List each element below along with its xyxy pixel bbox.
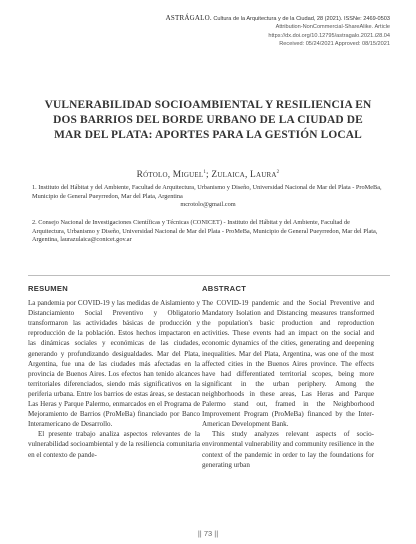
article-title: VULNERABILIDAD SOCIOAMBIENTAL Y RESILIENCIA EN DOS BARRIOS DEL BORDE URBANO DE LA CIUDAD DE MAR DEL PLATA: APORTES PARA LA GESTIÓN LOCAL bbox=[44, 99, 372, 142]
author-line bbox=[0, 170, 416, 180]
journal-details: Cultura de la Arquitectura y de la Ciudad, 28 (2021). ISSNe: 2469-0503 bbox=[211, 16, 390, 22]
author-separator: ; bbox=[206, 170, 212, 181]
author-affiliation-mark: 2 bbox=[276, 170, 280, 175]
journal-header bbox=[90, 14, 390, 48]
affiliation-2 bbox=[32, 219, 384, 245]
journal-name: ASTRÁGALO. bbox=[165, 14, 212, 22]
license-line: Attribution-NonCommercial-ShareAlike. Article bbox=[275, 24, 390, 31]
resumen-paragraph: La pandemia por COVID-19 y las medidas de Aislamiento y Distanciamiento Social Preventivo y Obligatorio transformaron las actividades básicas de producción y reproducción de la población. Estos hechos impactaron en las dinámicas sociales y económicas de las ciudades, generando y profundizando desigualdades. Mar del Plata, Argentina, fue una de las ciudades más afectadas en la provincia de Buenos Aires. Los efectos han tenido alcances territoriales diferenciados, siendo más significativos en la periferia urbana. Entre los barrios de estas áreas, se destacan Las Heras y Parque Palermo, enmarcados en el Programa de Mejoramiento de Barrios (ProMeBa) financiado por Banco Interamericano de Desarrollo. bbox=[28, 299, 200, 429]
affiliation-1 bbox=[32, 184, 384, 210]
section-divider bbox=[28, 275, 390, 276]
abstract-heading: ABSTRACT bbox=[202, 284, 247, 293]
doi-link[interactable]: https://dx.doi.org/10.12795/astragalo.2021.i28.04 bbox=[268, 32, 390, 39]
abstract-paragraph: This study analyzes relevant aspects of socio-environmental vulnerability and community resilience in the context of the pandemic in order to lay the foundations for generating urban bbox=[202, 430, 374, 469]
abstract-paragraph: The COVID-19 pandemic and the Social Preventive and Mandatory Isolation and Distancing measures transformed the population's basic production and reproduction activities. These events had an impact on the social and economic dynamics of the cities, generating and deepening inequalities. Mar del Plata, Argentina, was one of the most affected cities in the Buenos Aires province. The effects have had differentiated territorial scopes, being more significant in the urban periphery. Among the neighborhoods in these areas, Las Heras and Parque Palermo stand out, framed in the Neighborhood Improvement Program (ProMeBa) financed by the Inter-American Development Bank. bbox=[202, 299, 374, 429]
author-affiliation-mark: 1 bbox=[203, 170, 207, 175]
author-name: Rótolo, Miguel bbox=[136, 170, 204, 181]
author-name: Zulaica, Laura bbox=[211, 170, 277, 181]
affiliation-text: 1. Instituto del Hábitat y del Ambiente, Facultad de Arquitectura, Urbanismo y Diseño, Universidad Nacional de Mar del Plata - ProMeBa, Municipio de General Pueyrredon, Mar del Plata, Argentina bbox=[32, 184, 382, 200]
abstract-column bbox=[202, 284, 374, 470]
page-number: || 73 || bbox=[197, 529, 219, 538]
author-email[interactable]: mcrotolo@gmail.com bbox=[180, 201, 236, 209]
resumen-paragraph: El presente trabajo analiza aspectos relevantes de la vulnerabilidad socioambiental y de la resiliencia comunitaria en el contexto de pande- bbox=[28, 430, 200, 459]
affiliation-text: 2. Consejo Nacional de Investigaciones Científicas y Técnicas (CONICET) - Instituto del Hábitat y del Ambiente, Facultad de Arquitectura, Urbanismo y Diseño, Universidad Nacional de Mar del Plata - ProMeBa, Municipio de General Pueyrredon, Mar del Plata, Argentina, laurazulaica@conicet.gov.ar bbox=[32, 219, 378, 244]
resumen-heading: RESUMEN bbox=[28, 284, 69, 293]
resumen-column bbox=[28, 284, 200, 460]
journal-citation bbox=[90, 14, 390, 23]
received-approved-dates: Received: 05/24/2021 Approved: 08/15/2021 bbox=[279, 40, 390, 47]
